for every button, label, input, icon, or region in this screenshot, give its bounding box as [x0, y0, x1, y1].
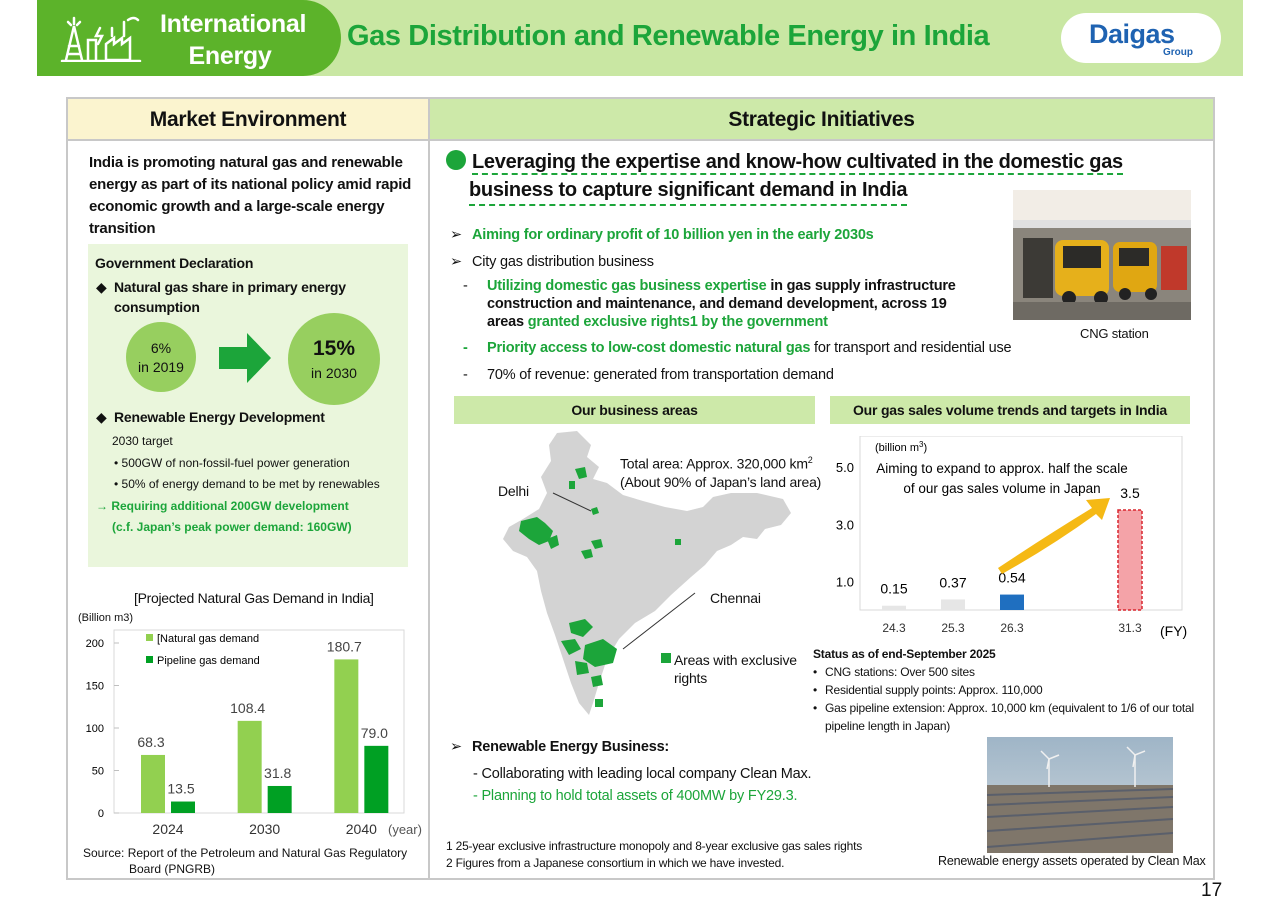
- status-item: • Gas pipeline extension: Approx. 10,000 km (equivalent to 1/6 of our total pipeline length in Japan): [813, 699, 1203, 735]
- target-item: • 500GW of non-fossil-fuel power generation: [114, 456, 350, 470]
- status-item: • Residential supply points: Approx. 110,000: [813, 681, 1203, 699]
- sales-bar: [882, 606, 906, 610]
- y-tick-label: 3.0: [835, 517, 854, 533]
- profit-aim-bullet: ➢ Aiming for ordinary profit of 10 billion yen in the early 2030s: [450, 227, 874, 243]
- map-label-chennai: Chennai: [710, 590, 761, 606]
- energy-plant-icon: [60, 14, 142, 62]
- y-tick-label: 1.0: [835, 574, 854, 590]
- x-tick-label: 25.3: [941, 621, 965, 635]
- demand-chart: [70, 620, 430, 852]
- x-tick-label: 24.3: [882, 621, 906, 635]
- y-tick-label: 50: [91, 765, 104, 778]
- renewable-development-bullet: ◆ Renewable Energy Development: [96, 409, 325, 425]
- area-patch: [575, 661, 589, 675]
- market-intro: India is promoting natural gas and renewable energy as part of its national policy amid rapid economic growth and a large-scale energy transition: [89, 154, 412, 237]
- x-tick-label: 2040: [345, 821, 377, 837]
- unit-label: (billion $m^3$): [875, 440, 928, 454]
- arrowhead-bullet-icon: ➢: [450, 254, 462, 270]
- lead-statement-line2: business to capture significant demand in India: [469, 176, 907, 206]
- legend-swatch: [661, 653, 671, 663]
- bar-value-label: 68.3: [137, 733, 165, 750]
- demand-chart-unit: (Billion m3): [78, 612, 134, 624]
- renewable-assets-caption: Renewable energy assets operated by Clean Max: [938, 854, 1206, 868]
- natural-gas-share-bullet: ◆ Natural gas share in primary energy consumption: [96, 279, 346, 315]
- x-axis-label: (FY): [1160, 623, 1188, 639]
- demand-chart-title: [Projected Natural Gas Demand in India]: [134, 590, 374, 606]
- lead-statement: Leveraging the expertise and know-how cultivated in the domestic gas: [446, 148, 1123, 176]
- strategic-initiatives-heading: Strategic Initiatives: [430, 99, 1213, 141]
- bar-value-label: 0.37: [939, 574, 967, 591]
- bar-value-label: 0.15: [880, 580, 908, 597]
- demand-chart-source: Source: Report of the Petroleum and Natural Gas Regulatory Board (PNGRB): [83, 846, 408, 876]
- revenue-sub-bullet: - 70% of revenue: generated from transportation demand: [463, 367, 834, 383]
- requirement-note: → Requiring additional 200GW development: [96, 499, 349, 513]
- x-tick-label: 26.3: [1000, 621, 1024, 635]
- bar-value-label: 108.4: [230, 699, 266, 716]
- cng-station-photo: [1013, 190, 1191, 320]
- demand-bar: [238, 721, 262, 813]
- business-areas-heading: Our business areas: [454, 396, 815, 424]
- demand-bar: [364, 746, 388, 813]
- area-patch: [675, 539, 681, 545]
- legend-label: Pipeline gas demand: [157, 655, 260, 667]
- share-2019-circle: 6% in 2019: [126, 322, 196, 392]
- bar-value-label: 180.7: [326, 638, 362, 655]
- y-tick-label: 5.0: [835, 460, 854, 476]
- legend-swatch: [146, 634, 153, 641]
- page-title: Gas Distribution and Renewable Energy in India: [347, 20, 990, 52]
- daigas-logo: [1061, 13, 1221, 63]
- market-environment-heading: Market Environment: [68, 99, 428, 141]
- y-tick-label: 200: [85, 638, 104, 650]
- map-total-area: Total area: Approx. 320,000 $km^2$ (About 90% of Japan’s land area): [620, 455, 822, 490]
- demand-bar: [334, 659, 358, 813]
- priority-access-sub-bullet: - Priority access to low-cost domestic natural gas for transport and residential use: [463, 340, 1012, 356]
- area-patch: [595, 699, 603, 707]
- y-tick-label: 0: [97, 808, 104, 820]
- renewable-assets-photo: [987, 737, 1173, 853]
- status-title: Status as of end-September 2025: [813, 647, 996, 661]
- arrowhead-bullet-icon: ➢: [450, 739, 462, 755]
- x-tick-label: 2030: [249, 821, 281, 837]
- sales-bar: [941, 599, 965, 610]
- share-2030-circle: 15% in 2030: [288, 313, 380, 405]
- diamond-bullet-icon: ◆: [96, 279, 107, 295]
- assets-target-line: - Planning to hold total assets of 400MW by FY29.3.: [473, 788, 798, 804]
- category-label: International Energy: [160, 10, 307, 70]
- footnote: 1 25-year exclusive infrastructure monopoly and 8-year exclusive gas sales rights: [446, 839, 863, 853]
- status-box: [813, 645, 1203, 735]
- diamond-bullet-icon: ◆: [96, 409, 107, 425]
- cng-station-caption: CNG station: [1080, 326, 1149, 341]
- arrowhead-bullet-icon: ➢: [450, 227, 462, 243]
- target-annotation: Aiming to expand to approx. half the scale: [876, 461, 1128, 476]
- growth-arrow-icon: [998, 498, 1110, 574]
- bar-value-label: 79.0: [360, 724, 388, 741]
- footnote: 2 Figures from a Japanese consortium in which we have invested.: [446, 856, 785, 870]
- map-legend: Areas with exclusive rights: [674, 652, 797, 686]
- page-number: 17: [1201, 880, 1223, 901]
- x-axis-label: (year): [388, 822, 422, 837]
- clean-max-line: - Collaborating with leading local company Clean Max.: [473, 766, 812, 782]
- sales-volume-heading: Our gas sales volume trends and targets in India: [830, 396, 1190, 424]
- y-tick-label: 100: [85, 723, 104, 735]
- target-label: 2030 target: [112, 434, 173, 448]
- right-arrow-icon: [219, 333, 271, 383]
- x-tick-label: 31.3: [1118, 621, 1142, 635]
- bar-value-label: 3.5: [1120, 485, 1140, 501]
- city-gas-bullet: ➢ City gas distribution business: [450, 254, 654, 270]
- y-tick-label: 150: [85, 680, 104, 693]
- bar-value-label: 31.8: [264, 764, 292, 781]
- demand-bar: [171, 802, 195, 813]
- legend-swatch: [146, 656, 153, 663]
- logo-subtext: Group: [1163, 47, 1193, 58]
- x-tick-label: 2024: [152, 821, 184, 837]
- sales-bar: [1000, 595, 1024, 610]
- government-declaration-title: Government Declaration: [95, 255, 254, 271]
- status-item: • CNG stations: Over 500 sites: [813, 663, 1203, 681]
- area-patch: [569, 481, 575, 489]
- expertise-sub-bullet: - Utilizing domestic gas business expertise in gas supply infrastructure construction and maintenance, and demand development, across 19 areas granted exclusive rights1 by the government: [463, 278, 956, 330]
- requirement-note-sub: (c.f. Japan’s peak power demand: 160GW): [112, 520, 352, 534]
- renewable-business-bullet: ➢ Renewable Energy Business:: [450, 739, 670, 755]
- area-patch: [591, 675, 603, 687]
- legend-label: [Natural gas demand: [157, 633, 260, 645]
- demand-bar: [141, 755, 165, 813]
- sales-volume-chart: [830, 436, 1210, 642]
- green-dot-icon: [446, 150, 466, 170]
- sales-bar: [1118, 510, 1142, 610]
- bar-value-label: 13.5: [167, 780, 195, 797]
- demand-bar: [268, 786, 292, 813]
- logo-text: Daigas: [1089, 19, 1175, 49]
- map-label-delhi: Delhi: [498, 483, 529, 499]
- target-annotation: of our gas sales volume in Japan: [903, 481, 1101, 496]
- bar-value-label: 0.54: [998, 569, 1026, 586]
- target-item: • 50% of energy demand to be met by renewables: [114, 477, 380, 491]
